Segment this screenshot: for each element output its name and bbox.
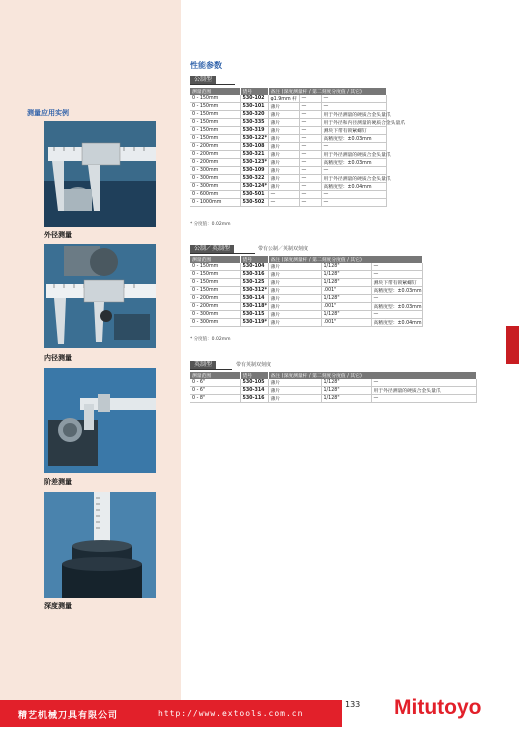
table3-tag-rule: [190, 369, 232, 370]
cell-other: 高精度型：±0.04mm: [321, 183, 386, 191]
table2-note: 带有公制／英制双刻度: [258, 246, 309, 252]
cell-second-scale: —: [299, 183, 321, 191]
cell-range: 0 - 150mm: [190, 135, 240, 143]
cell-depth-bar: 薄片: [268, 127, 299, 135]
cell-second-scale: .001": [321, 319, 371, 327]
cell-range: 0 - 150mm: [190, 287, 240, 295]
page-number: 133: [345, 700, 361, 709]
cell-second-scale: —: [299, 199, 321, 207]
cell-second-scale: 1/128": [321, 279, 371, 287]
photo-depth: [44, 492, 156, 598]
cell-range: 0 - 200mm: [190, 159, 240, 167]
cell-depth-bar: 薄片: [268, 183, 299, 191]
cell-range: 0 - 300mm: [190, 183, 240, 191]
table-row: [190, 263, 422, 271]
cell-other: 用于外径测量的硬质合金头量爪: [321, 111, 386, 119]
cell-other: 高精度型：±0.03mm: [321, 135, 386, 143]
header-code: 货号: [240, 88, 268, 95]
cell-code: 530-316: [240, 271, 268, 279]
cell-range: 0 - 300mm: [190, 319, 240, 327]
cell-depth-bar: 薄片: [268, 151, 299, 159]
cell-code: 530-123*: [240, 159, 268, 167]
table1-tag-rule: [190, 84, 235, 85]
cell-second-scale: —: [299, 167, 321, 175]
cell-other: —: [371, 379, 476, 387]
cell-code: 530-322: [240, 175, 268, 183]
cell-code: 530-501: [240, 191, 268, 199]
cell-second-scale: .001": [321, 287, 371, 295]
cell-other: —: [371, 295, 422, 303]
cell-range: 0 - 6": [190, 387, 240, 395]
caption-outer: 外径测量: [44, 231, 72, 239]
cell-range: 0 - 150mm: [190, 127, 240, 135]
section-title: 性能参数: [190, 61, 222, 70]
header-remarks: 备注 (深度测量杆 / 第二刻度分度值 / 其它): [268, 372, 476, 379]
header-range: 测量范围: [190, 256, 240, 263]
cell-code: 530-116: [240, 395, 268, 403]
photo-step: [44, 368, 156, 473]
cell-range: 0 - 150mm: [190, 95, 240, 103]
table-header-row: [190, 256, 422, 263]
cell-code: 530-109: [240, 167, 268, 175]
table2-tag: 公制／英制型: [190, 245, 234, 253]
mitutoyo-logo: [394, 694, 494, 718]
table-row: [190, 295, 422, 303]
table-row: [190, 159, 386, 167]
caption-depth: 深度测量: [44, 602, 72, 610]
cell-depth-bar: 薄片: [268, 263, 321, 271]
header-range: 测量范围: [190, 88, 240, 95]
cell-depth-bar: 薄片: [268, 103, 299, 111]
table-row: [190, 191, 386, 199]
cell-other: 测块下带有锁紧螺钉: [321, 127, 386, 135]
photo-outer-diameter: [44, 121, 156, 227]
table-header-row: [190, 372, 476, 379]
header-remarks: 备注 (深度测量杆 / 第二刻度分度值 / 其它): [268, 88, 386, 95]
footer-url: http://www.extools.com.cn: [158, 709, 304, 718]
table-row: [190, 143, 386, 151]
cell-depth-bar: 薄片: [268, 387, 321, 395]
table-row: [190, 151, 386, 159]
cell-second-scale: 1/128": [321, 263, 371, 271]
table-row: [190, 287, 422, 295]
cell-second-scale: —: [299, 95, 321, 103]
table-metric: [190, 88, 406, 207]
cell-other: —: [371, 311, 422, 319]
cell-code: 530-119*: [240, 319, 268, 327]
cell-range: 0 - 300mm: [190, 175, 240, 183]
cell-depth-bar: 薄片: [268, 287, 321, 295]
cell-depth-bar: 薄片: [268, 319, 321, 327]
cell-depth-bar: 薄片: [268, 311, 321, 319]
table1-footnote: * 分度值：0.02mm: [190, 222, 231, 227]
cell-depth-bar: 薄片: [268, 295, 321, 303]
cell-depth-bar: 薄片: [268, 119, 299, 127]
cell-code: 530-105: [240, 379, 268, 387]
table-row: [190, 279, 422, 287]
table2-tag-rule: [190, 253, 255, 254]
header-remarks: 备注 (深度测量杆 / 第二刻度分度值 / 其它): [268, 256, 422, 263]
cell-second-scale: 1/128": [321, 379, 371, 387]
table1-tag: 公制型: [190, 76, 216, 84]
cell-other: 高精度型：±0.03mm: [371, 303, 422, 311]
header-code: 货号: [240, 256, 268, 263]
cell-depth-bar: 薄片: [268, 395, 321, 403]
caption-inner: 内径测量: [44, 354, 72, 362]
table-metric-inch: [190, 256, 423, 327]
cell-range: 0 - 600mm: [190, 191, 240, 199]
cell-depth-bar: 薄片: [268, 175, 299, 183]
cell-second-scale: —: [299, 175, 321, 183]
cell-depth-bar: —: [268, 191, 299, 199]
cell-code: 530-101: [240, 103, 268, 111]
cell-range: 0 - 200mm: [190, 151, 240, 159]
cell-other: —: [371, 271, 422, 279]
cell-depth-bar: 薄片: [268, 167, 299, 175]
table-row: [190, 119, 386, 127]
cell-second-scale: —: [299, 127, 321, 135]
cell-other: —: [321, 167, 386, 175]
cell-range: 0 - 200mm: [190, 303, 240, 311]
cell-depth-bar: 薄片: [268, 271, 321, 279]
table3-tag: 英制型: [190, 361, 216, 369]
table-row: [190, 319, 422, 327]
table-row: [190, 303, 422, 311]
cell-range: 0 - 150mm: [190, 263, 240, 271]
cell-code: 530-104: [240, 263, 268, 271]
cell-other: 用于外径测量的硬质合金头量爪: [371, 387, 476, 395]
cell-code: 530-502: [240, 199, 268, 207]
cell-code: 530-118*: [240, 303, 268, 311]
table-inch: [190, 372, 477, 403]
table-row: [190, 167, 386, 175]
header-range: 测量范围: [190, 372, 240, 379]
cell-depth-bar: 薄片: [268, 111, 299, 119]
cell-range: 0 - 150mm: [190, 103, 240, 111]
sidebar-title: 测量应用实例: [27, 109, 69, 117]
cell-depth-bar: 薄片: [268, 279, 321, 287]
cell-code: 530-125: [240, 279, 268, 287]
caption-step: 阶差测量: [44, 478, 72, 486]
cell-range: 0 - 150mm: [190, 279, 240, 287]
cell-other: —: [321, 103, 386, 111]
cell-second-scale: .001": [321, 303, 371, 311]
cell-range: 0 - 300mm: [190, 311, 240, 319]
cell-range: 0 - 200mm: [190, 295, 240, 303]
footer-company: 精艺机械刀具有限公司: [18, 711, 119, 721]
cell-code: 530-320: [240, 111, 268, 119]
cell-second-scale: —: [299, 111, 321, 119]
cell-code: 530-321: [240, 151, 268, 159]
cell-second-scale: —: [299, 191, 321, 199]
cell-second-scale: —: [299, 143, 321, 151]
cell-depth-bar: 薄片: [268, 143, 299, 151]
table-row: [190, 379, 476, 387]
table2-footnote: * 分度值：0.02mm: [190, 337, 231, 342]
table-row: [190, 271, 422, 279]
table-row: [190, 111, 386, 119]
table-row: [190, 103, 386, 111]
cell-second-scale: 1/128": [321, 271, 371, 279]
cell-depth-bar: 薄片: [268, 379, 321, 387]
cell-other: 用于外径测量的硬质合金头量爪: [321, 175, 386, 183]
cell-range: 0 - 150mm: [190, 111, 240, 119]
cell-other: 测块下带有锁紧螺钉: [371, 279, 422, 287]
table-row: [190, 95, 386, 103]
cell-other: —: [371, 395, 476, 403]
cell-code: 530-122*: [240, 135, 268, 143]
cell-other: 高精度型：±0.03mm: [371, 287, 422, 295]
table-row: [190, 127, 386, 135]
cell-second-scale: —: [299, 159, 321, 167]
table-row: [190, 395, 476, 403]
cell-code: 530-335: [240, 119, 268, 127]
cell-code: 530-314: [240, 387, 268, 395]
cell-other: 高精度型：±0.04mm: [371, 319, 422, 327]
cell-other: 用于外径和内径测量的硬质合金头量爪: [321, 119, 386, 127]
cell-other: —: [321, 191, 386, 199]
cell-second-scale: —: [299, 119, 321, 127]
cell-range: 0 - 1000mm: [190, 199, 240, 207]
cell-other: —: [321, 95, 386, 103]
cell-depth-bar: 薄片: [268, 135, 299, 143]
table-row: [190, 311, 422, 319]
cell-second-scale: 1/128": [321, 295, 371, 303]
cell-other: 高精度型：±0.03mm: [321, 159, 386, 167]
cell-depth-bar: φ1.9mm 杆: [268, 95, 299, 103]
cell-depth-bar: 薄片: [268, 159, 299, 167]
cell-other: 用于外径测量的硬质合金头量爪: [321, 151, 386, 159]
cell-range: 0 - 200mm: [190, 143, 240, 151]
cell-second-scale: —: [299, 103, 321, 111]
cell-second-scale: 1/128": [321, 395, 371, 403]
cell-other: —: [321, 199, 386, 207]
cell-range: 0 - 8": [190, 395, 240, 403]
table3-note: 带有英制双刻度: [236, 362, 272, 368]
cell-range: 0 - 150mm: [190, 271, 240, 279]
cell-second-scale: —: [299, 151, 321, 159]
cell-code: 530-124*: [240, 183, 268, 191]
cell-second-scale: 1/128": [321, 387, 371, 395]
table-row: [190, 199, 386, 207]
chapter-tab: [506, 326, 519, 364]
table-header-row: [190, 88, 386, 95]
cell-range: 0 - 150mm: [190, 119, 240, 127]
cell-code: 530-115: [240, 311, 268, 319]
cell-range: 0 - 6": [190, 379, 240, 387]
cell-code: 530-102: [240, 95, 268, 103]
header-code: 货号: [240, 372, 268, 379]
cell-code: 530-108: [240, 143, 268, 151]
cell-code: 530-114: [240, 295, 268, 303]
cell-other: —: [321, 143, 386, 151]
svg-text:Mitutoyo: Mitutoyo: [394, 696, 482, 719]
cell-second-scale: 1/128": [321, 311, 371, 319]
cell-depth-bar: 薄片: [268, 303, 321, 311]
table-row: [190, 183, 386, 191]
cell-range: 0 - 300mm: [190, 167, 240, 175]
photo-inner-diameter: [44, 244, 156, 348]
cell-depth-bar: —: [268, 199, 299, 207]
cell-code: 530-312*: [240, 287, 268, 295]
table-row: [190, 135, 386, 143]
table-row: [190, 387, 476, 395]
cell-code: 530-319: [240, 127, 268, 135]
cell-other: —: [371, 263, 422, 271]
table-row: [190, 175, 386, 183]
cell-second-scale: —: [299, 135, 321, 143]
